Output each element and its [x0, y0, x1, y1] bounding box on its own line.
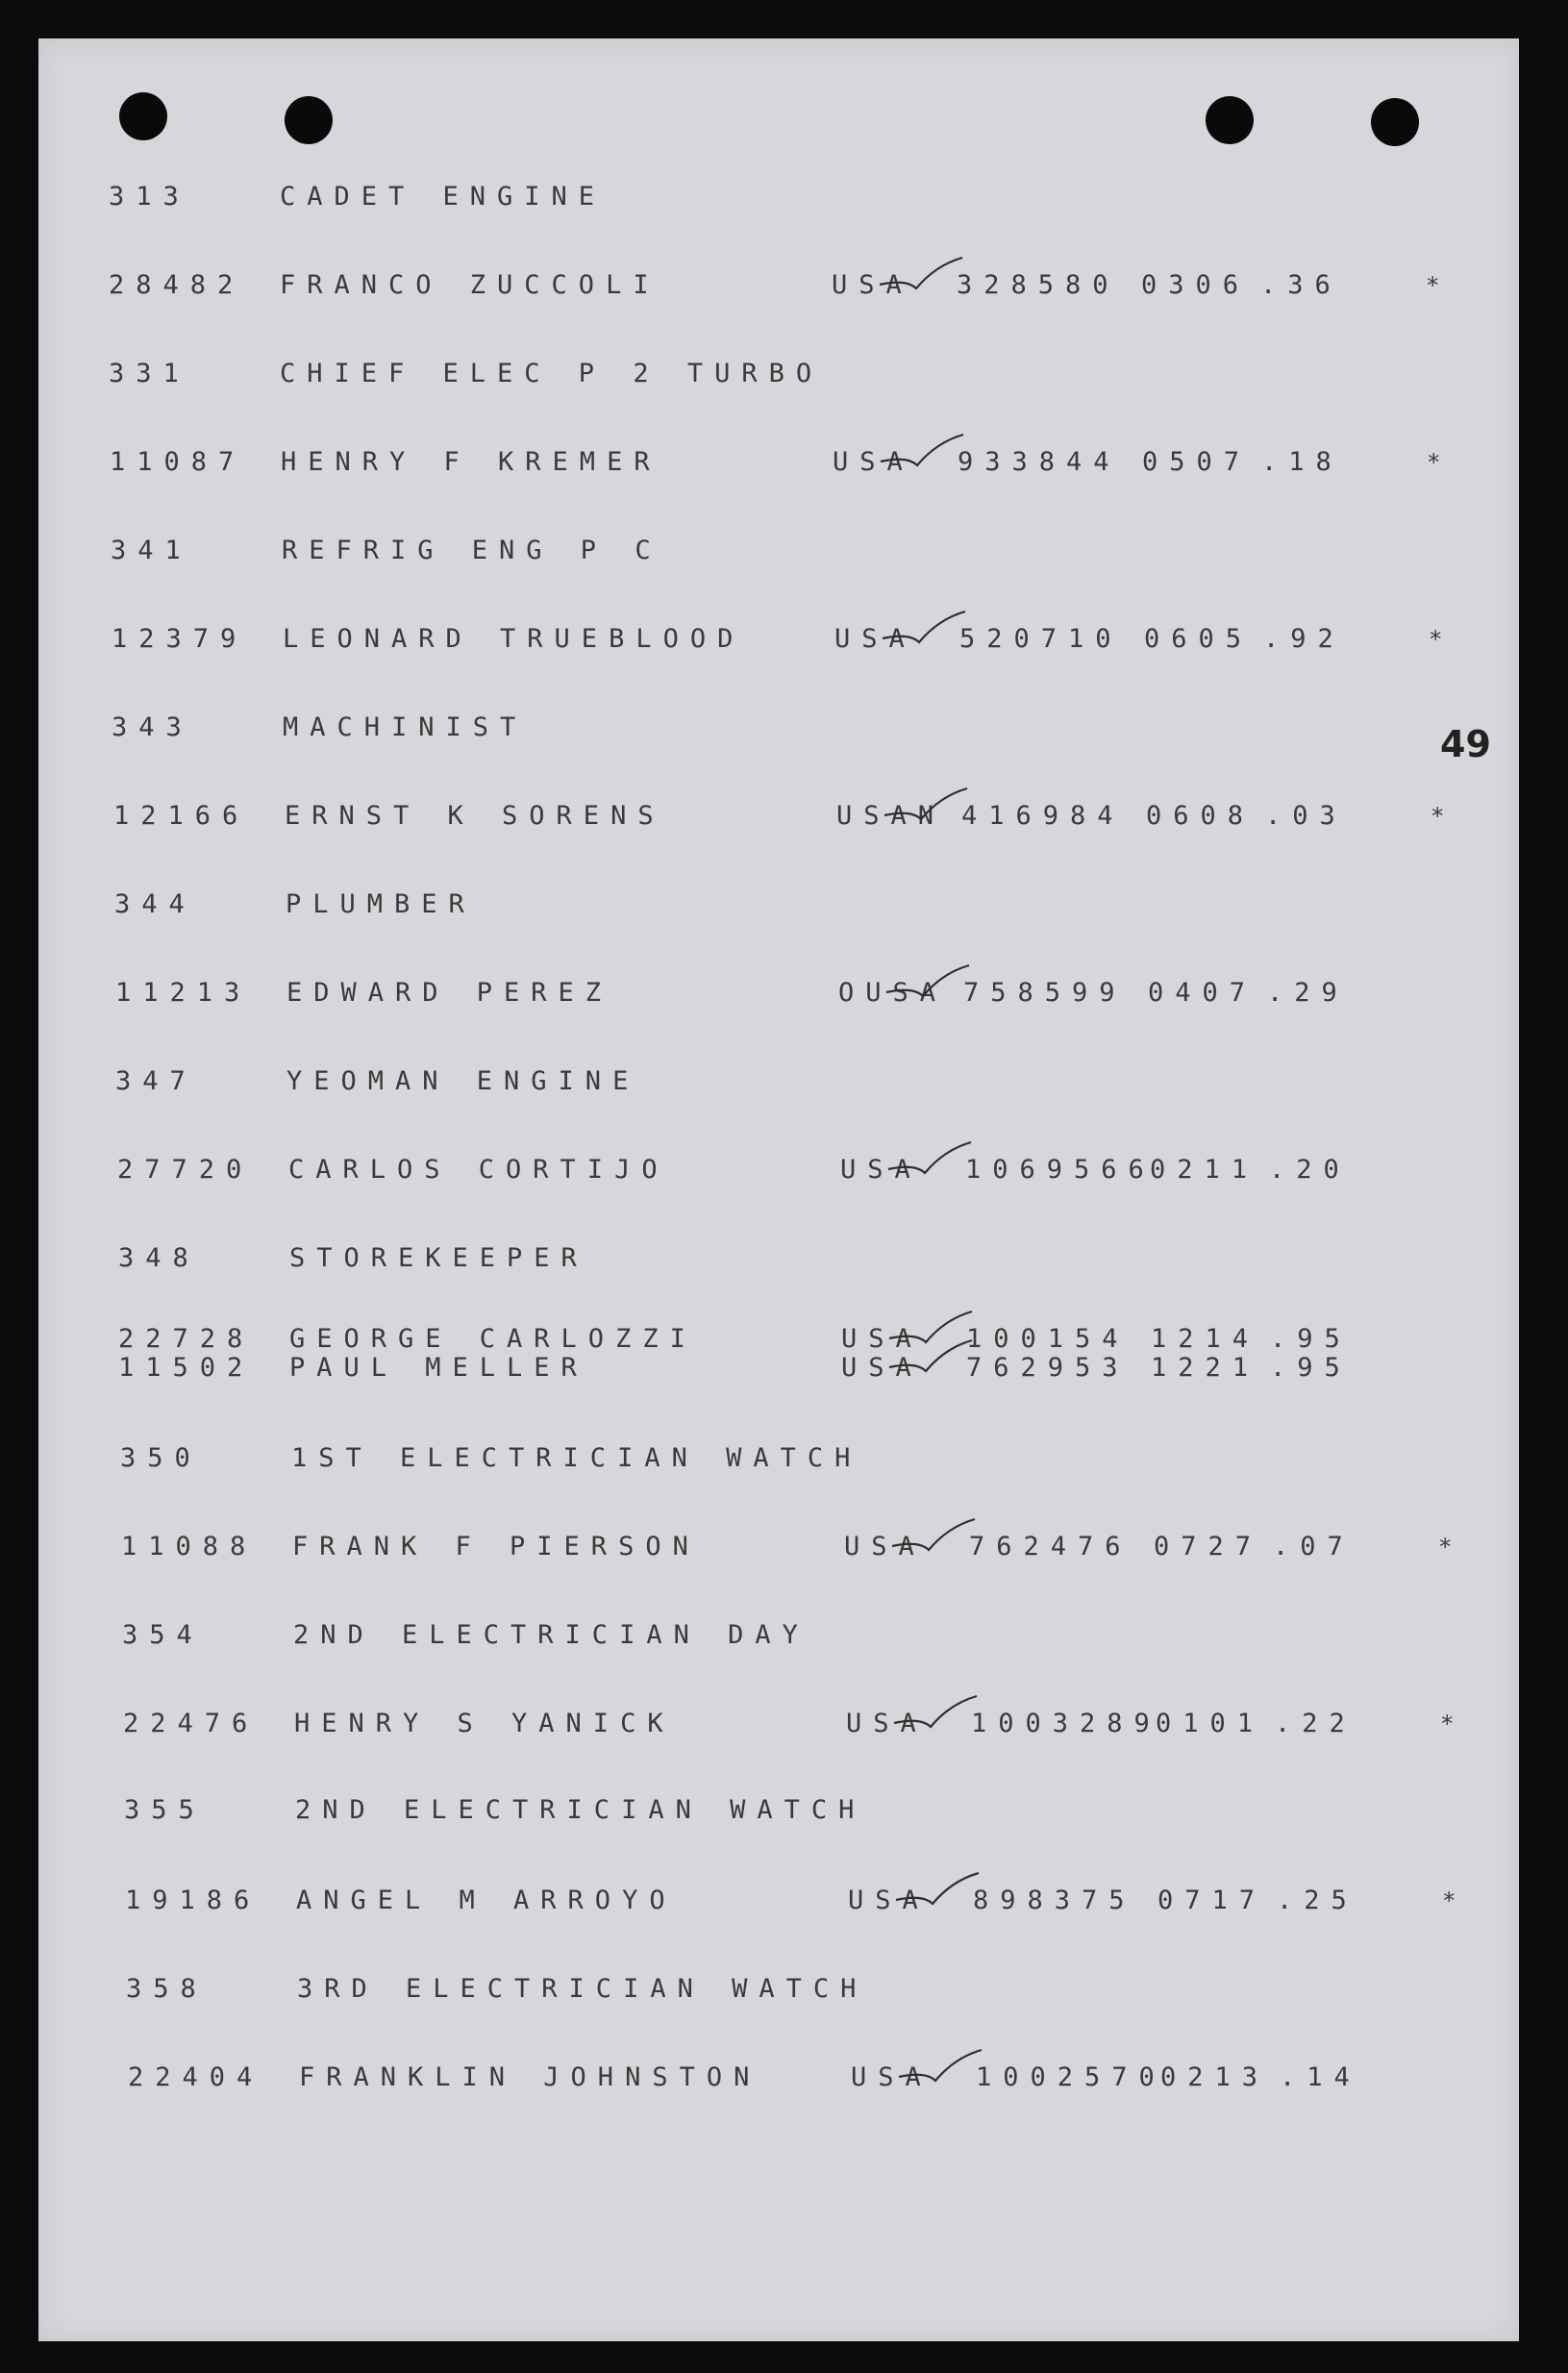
- crew-name: FRANKLIN JOHNSTON: [299, 2062, 761, 2092]
- document-number: 416984: [961, 801, 1125, 831]
- rate-value: .18: [1261, 447, 1343, 477]
- job-title: PLUMBER: [286, 889, 476, 919]
- date-code: 0717: [1157, 1886, 1267, 1915]
- document-number: 1002570: [976, 2062, 1166, 2092]
- citizenship: USA: [834, 624, 916, 654]
- rate-value: .95: [1270, 1324, 1352, 1354]
- document-page: [38, 38, 1519, 2341]
- citizenship: OUSA: [838, 978, 948, 1008]
- punch-hole: [119, 92, 167, 140]
- date-code: 0507: [1142, 447, 1252, 477]
- rate-value: .14: [1280, 2062, 1361, 2092]
- document-number: 762476: [969, 1532, 1132, 1561]
- ledger-row: [125, 1885, 1456, 1917]
- punch-hole: [1371, 98, 1419, 146]
- document-number: 898375: [973, 1886, 1136, 1915]
- job-title: CADET ENGINE: [280, 182, 607, 212]
- section-heading: [115, 1065, 1423, 1098]
- crew-id: 22404: [128, 2062, 264, 2092]
- ledger-row: [128, 2061, 1435, 2094]
- job-title: CHIEF ELEC P 2 TURBO: [280, 359, 824, 388]
- citizenship: USA: [833, 447, 914, 477]
- rate-value: .29: [1267, 978, 1349, 1008]
- ledger-row: [118, 1323, 1426, 1356]
- citizenship: USAN: [836, 801, 946, 831]
- date-code: 1214: [1151, 1324, 1260, 1354]
- job-code: 313: [109, 182, 190, 212]
- ledger-row: [115, 977, 1423, 1010]
- job-title: 2ND ELECTRICIAN WATCH: [295, 1795, 866, 1825]
- asterisk-mark: *: [1442, 1887, 1456, 1914]
- crew-name: EDWARD PEREZ: [286, 978, 613, 1008]
- section-heading: [126, 1973, 1433, 2006]
- crew-name: GEORGE CARLOZZI: [289, 1324, 697, 1354]
- date-code: 0407: [1148, 978, 1257, 1008]
- job-code: 354: [122, 1620, 204, 1650]
- section-heading: [109, 358, 1416, 390]
- citizenship: USA: [841, 1324, 923, 1354]
- rate-value: .92: [1263, 624, 1345, 654]
- crew-name: FRANK F PIERSON: [292, 1532, 700, 1561]
- citizenship: USA: [841, 1353, 923, 1383]
- ledger-row: [110, 446, 1441, 479]
- date-code: 0605: [1144, 624, 1254, 654]
- ledger-row: [117, 1154, 1425, 1186]
- ledger-row: [113, 800, 1445, 833]
- crew-id: 11502: [118, 1353, 255, 1383]
- crew-id: 22476: [123, 1709, 260, 1738]
- document-number: 762953: [966, 1353, 1130, 1383]
- date-code: 0306: [1141, 270, 1251, 300]
- asterisk-mark: *: [1426, 272, 1440, 299]
- document-number: 758599: [963, 978, 1127, 1008]
- job-code: 358: [126, 1974, 208, 2004]
- section-heading: [109, 181, 1416, 213]
- citizenship: USA: [832, 270, 913, 300]
- crew-name: ERNST K SORENS: [285, 801, 665, 831]
- section-heading: [120, 1442, 1428, 1475]
- ledger-row: [109, 269, 1440, 302]
- job-code: 331: [109, 359, 190, 388]
- crew-id: 28482: [109, 270, 245, 300]
- job-title: YEOMAN ENGINE: [286, 1066, 640, 1096]
- crew-name: HENRY F KREMER: [281, 447, 661, 477]
- date-code: 0211: [1150, 1155, 1259, 1185]
- section-heading: [122, 1619, 1430, 1652]
- citizenship: USA: [851, 2062, 933, 2092]
- citizenship: USA: [840, 1155, 922, 1185]
- date-code: 0101: [1156, 1709, 1265, 1738]
- date-code: 1221: [1151, 1353, 1260, 1383]
- date-code: 0727: [1154, 1532, 1263, 1561]
- job-code: 347: [115, 1066, 197, 1096]
- date-code: 0608: [1146, 801, 1256, 831]
- crew-id: 12379: [112, 624, 248, 654]
- job-title: STOREKEEPER: [289, 1243, 588, 1273]
- job-title: MACHINIST: [283, 712, 528, 742]
- job-title: REFRIG ENG P C: [282, 536, 662, 565]
- rate-value: .36: [1260, 270, 1342, 300]
- section-heading: [112, 712, 1419, 744]
- crew-id: 11213: [115, 978, 252, 1008]
- rate-value: .25: [1277, 1886, 1358, 1915]
- job-code: 350: [120, 1443, 202, 1473]
- crew-id: 22728: [118, 1324, 255, 1354]
- date-code: 0213: [1160, 2062, 1270, 2092]
- rate-value: .03: [1265, 801, 1347, 831]
- crew-id: 12166: [113, 801, 250, 831]
- rate-value: .20: [1269, 1155, 1351, 1185]
- section-heading: [111, 535, 1418, 567]
- asterisk-mark: *: [1429, 626, 1443, 653]
- citizenship: USA: [848, 1886, 930, 1915]
- crew-name: LEONARD TRUEBLOOD: [283, 624, 745, 654]
- section-heading: [124, 1794, 1431, 1827]
- rate-value: .22: [1275, 1709, 1356, 1738]
- job-code: 344: [114, 889, 196, 919]
- ledger-row: [112, 623, 1443, 656]
- crew-name: PAUL MELLER: [289, 1353, 588, 1383]
- crew-name: HENRY S YANICK: [294, 1709, 675, 1738]
- punch-hole: [1206, 96, 1254, 144]
- crew-name: FRANCO ZUCCOLI: [280, 270, 660, 300]
- asterisk-mark: *: [1431, 803, 1445, 830]
- job-title: 1ST ELECTRICIAN WATCH: [291, 1443, 862, 1473]
- ledger-row: [118, 1352, 1426, 1385]
- crew-name: CARLOS CORTIJO: [288, 1155, 669, 1185]
- citizenship: USA: [846, 1709, 928, 1738]
- crew-name: ANGEL M ARROYO: [296, 1886, 677, 1915]
- job-title: 3RD ELECTRICIAN WATCH: [297, 1974, 868, 2004]
- rate-value: .07: [1273, 1532, 1355, 1561]
- rate-value: .95: [1270, 1353, 1352, 1383]
- job-code: 343: [112, 712, 193, 742]
- job-code: 355: [124, 1795, 206, 1825]
- asterisk-mark: *: [1440, 1711, 1455, 1737]
- crew-id: 27720: [117, 1155, 254, 1185]
- citizenship: USA: [844, 1532, 926, 1561]
- document-number: 520710: [959, 624, 1123, 654]
- job-code: 341: [111, 536, 192, 565]
- document-number: 100154: [966, 1324, 1130, 1354]
- section-heading: [114, 888, 1422, 921]
- document-number: 1003289: [971, 1709, 1161, 1738]
- job-code: 348: [118, 1243, 200, 1273]
- page-number: 49: [1440, 723, 1491, 765]
- section-heading: [118, 1242, 1426, 1275]
- crew-id: 19186: [125, 1886, 261, 1915]
- document-number: 1069566: [965, 1155, 1156, 1185]
- document-number: 328580: [957, 270, 1120, 300]
- punch-hole: [285, 96, 333, 144]
- crew-id: 11088: [121, 1532, 258, 1561]
- asterisk-mark: *: [1438, 1534, 1453, 1561]
- document-number: 933844: [958, 447, 1121, 477]
- ledger-row: [121, 1531, 1453, 1563]
- asterisk-mark: *: [1427, 449, 1441, 476]
- crew-id: 11087: [110, 447, 246, 477]
- job-title: 2ND ELECTRICIAN DAY: [293, 1620, 809, 1650]
- ledger-row: [123, 1708, 1455, 1740]
